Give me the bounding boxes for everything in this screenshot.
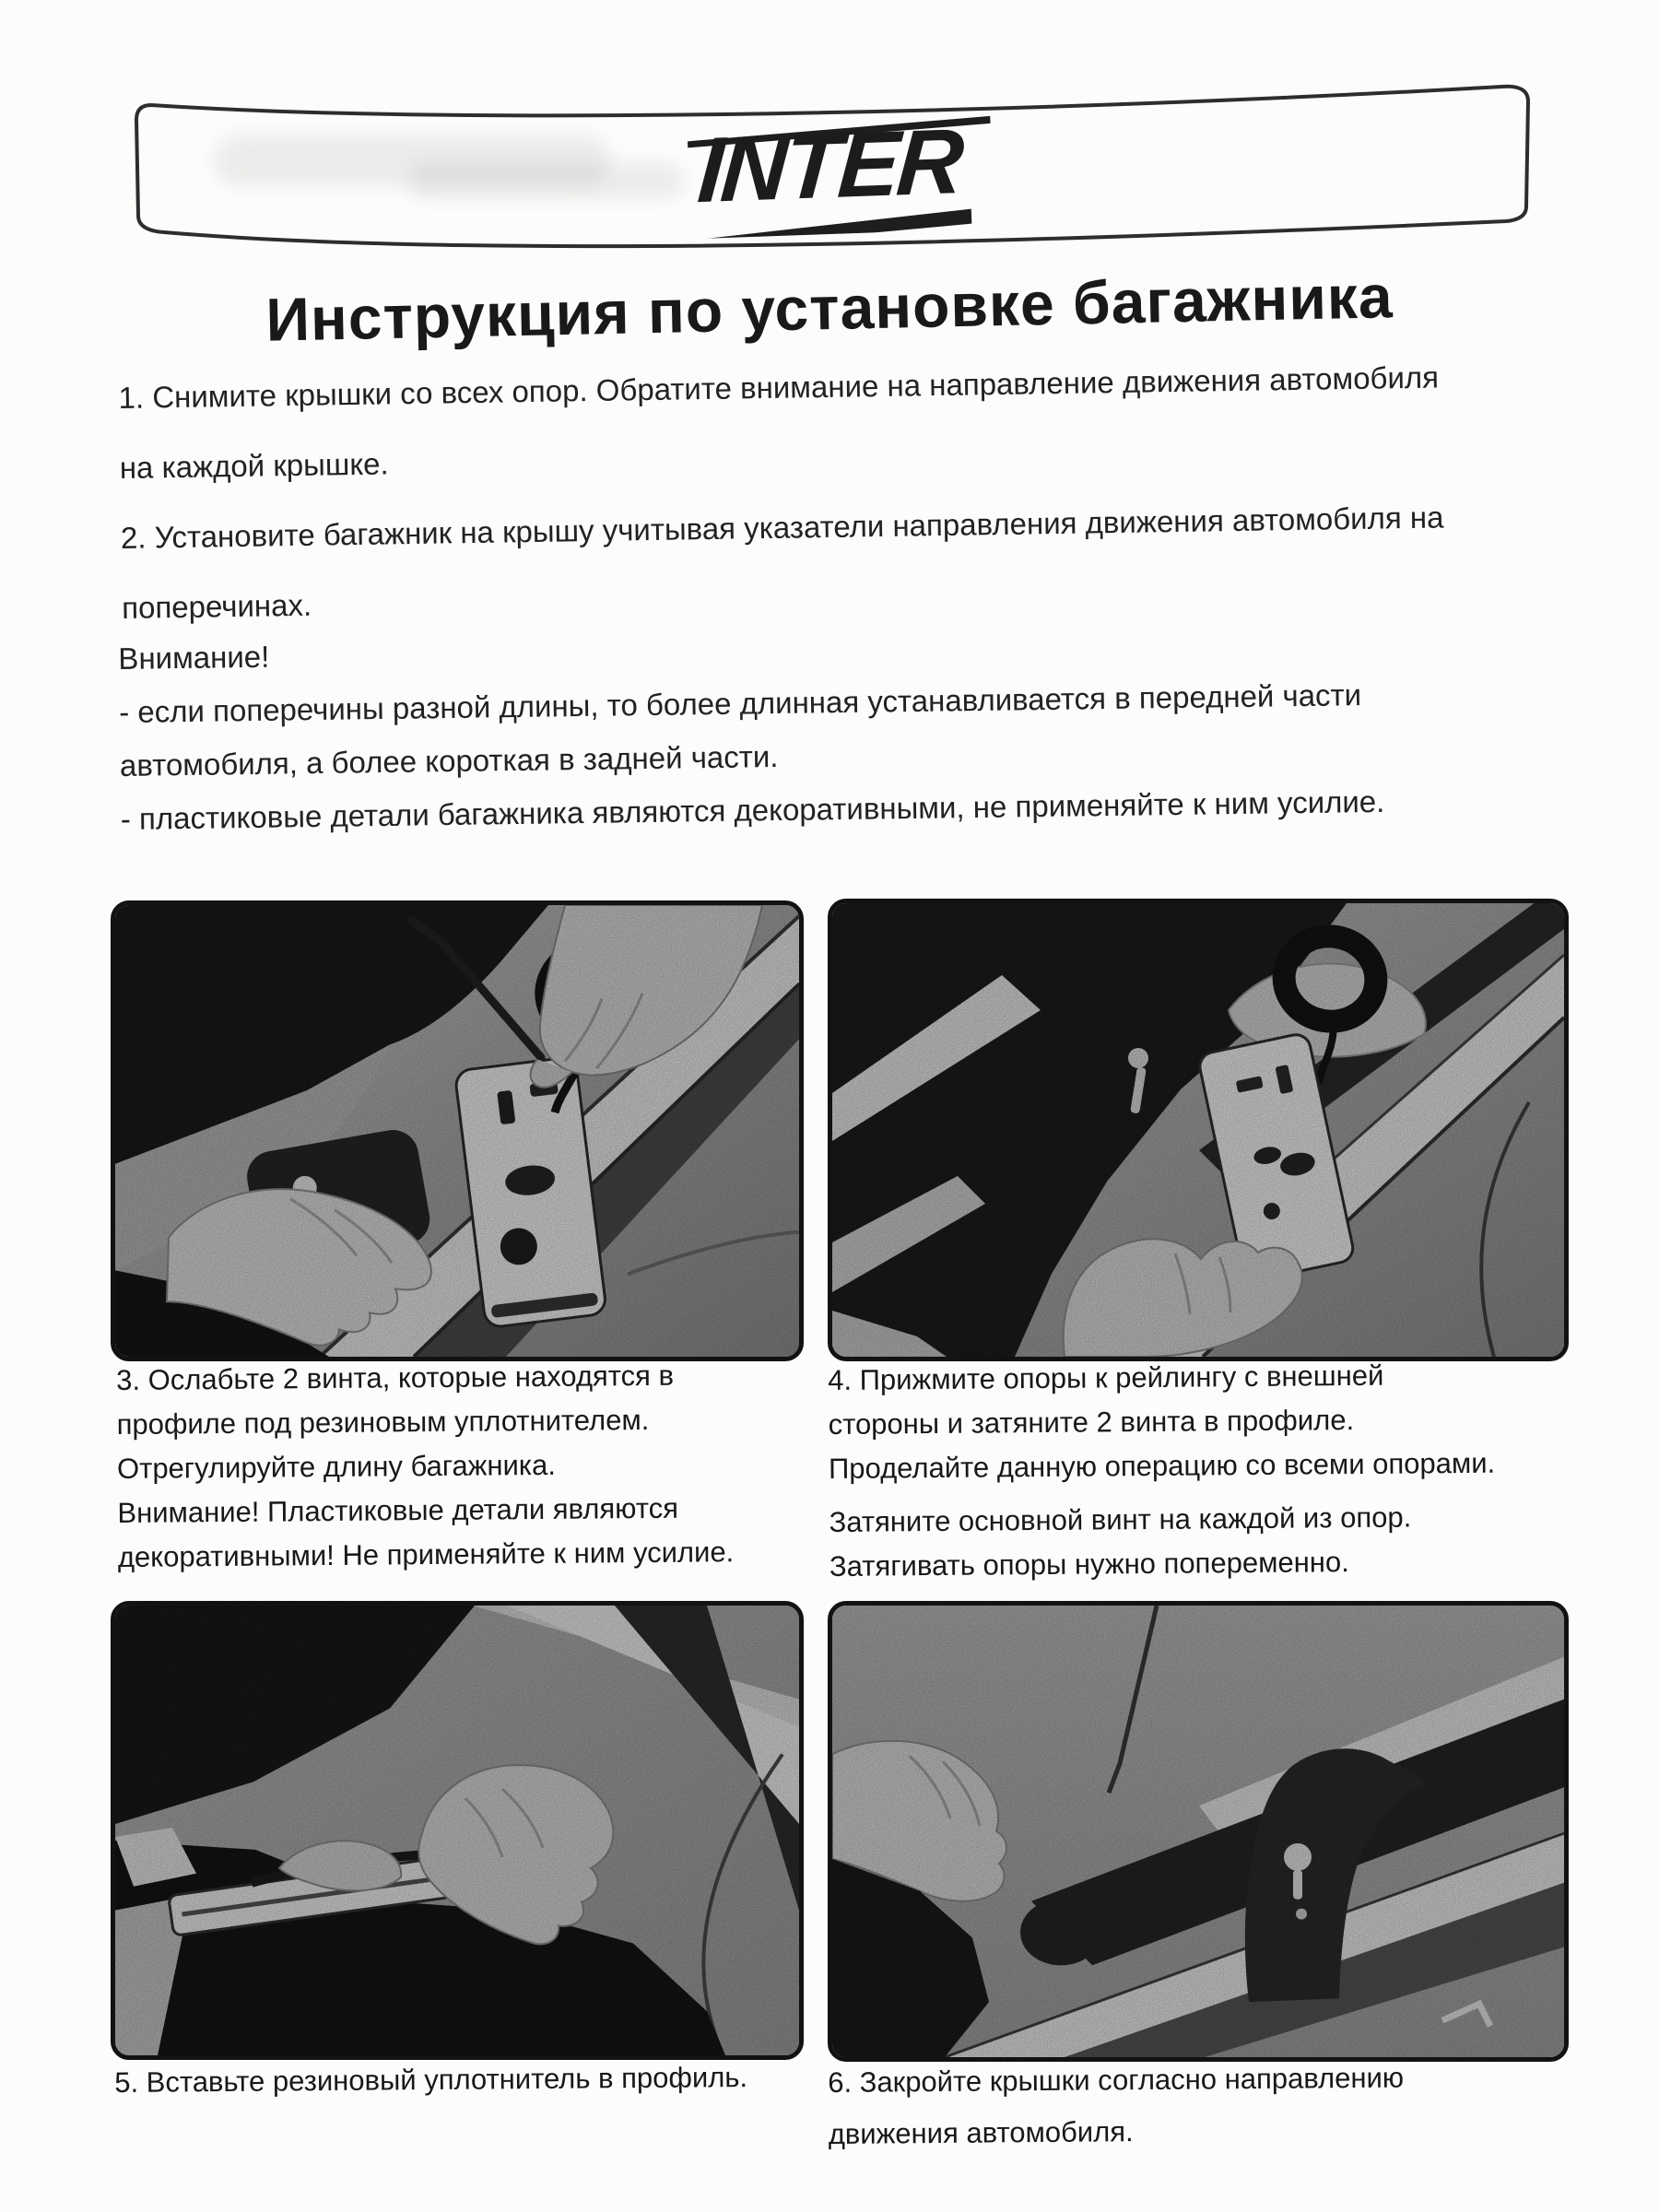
scan-ghosting-smudge: [407, 162, 684, 199]
photo-step-6: [828, 1601, 1569, 2062]
photo-step-5-illustration: [115, 1606, 799, 2055]
photo-step-6-illustration: [832, 1606, 1564, 2057]
page-title: Инструкция по установке багажника: [265, 262, 1394, 354]
caption-step-4-note: Затяните основной винт на каждой из опор. Затягивать опоры нужно попеременно.: [829, 1500, 1412, 1583]
brand-logo-box: [103, 77, 1558, 253]
caption-step-5-text: 5. Вставьте резиновый уплотнитель в профиль.: [114, 2061, 748, 2099]
caption-step-3: [116, 1352, 883, 1580]
warning-heading: Внимание!: [118, 639, 270, 676]
warning-item-1: - если поперечины разной длины, то более длинная устанавливается в передней части автомобиля, а более короткая в задней части.: [118, 677, 1362, 782]
caption-step-5: [114, 2051, 852, 2109]
caption-step-4: [828, 1351, 1641, 1589]
caption-step-6: [828, 2050, 1621, 2160]
intro-step-1: 1. Снимите крышки со всех опор. Обратите внимание на направление движения автомобиля на каждой крышке.: [118, 359, 1440, 485]
caption-step-3-text: 3. Ослабьте 2 винта, которые находятся в профиле под резиновым уплотнителем. Отрегулируйте длину багажника. Внимание! Пластиковые детали являются декоративными! Не применяйте к ним усилие.: [116, 1359, 735, 1573]
photo-step-4-illustration: [832, 903, 1564, 1357]
warning-block: [118, 612, 1577, 846]
photo-step-4: [828, 899, 1569, 1361]
intro-step-2: 2. Установите багажник на крышу учитывая указатели направления движения автомобиля на поперечинах.: [120, 500, 1444, 625]
caption-step-6-text: 6. Закройте крышки согласно направлению движения автомобиля.: [828, 2061, 1405, 2150]
caption-step-4-text: 4. Прижмите опоры к рейлингу с внешней стороны и затяните 2 винта в профиле. Проделайте данную операцию со всеми опорами.: [828, 1359, 1496, 1485]
brand-logo-text: INTER: [694, 109, 965, 223]
photo-step-3-illustration: [115, 905, 799, 1357]
photo-step-3: [111, 900, 804, 1361]
photo-step-5: [111, 1601, 804, 2060]
warning-item-2: - пластиковые детали багажника являются декоративными, не применяйте к ним усилие.: [120, 783, 1385, 836]
brand-logo: [652, 89, 1006, 240]
intro-steps: [118, 340, 1579, 643]
